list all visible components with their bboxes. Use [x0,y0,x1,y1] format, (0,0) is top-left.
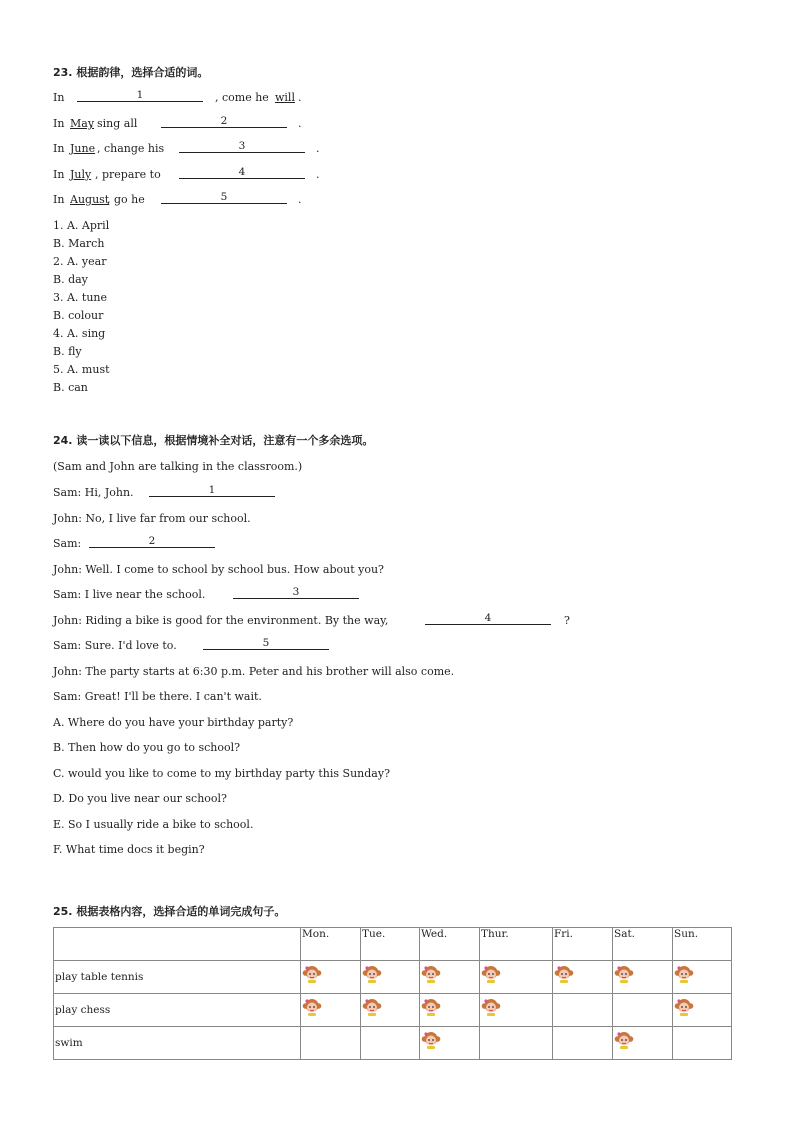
q23-title: 23. 根据韵律，选择合适的词。 [53,66,209,79]
day-header: Mon. [301,928,361,961]
girl-face-icon [302,965,322,988]
day-header: Tue. [361,928,420,961]
table-cell [361,994,420,1027]
day-header: Fri. [553,928,613,961]
table-cell [301,961,361,994]
girl-face-icon [614,965,634,988]
table-cell [673,994,732,1027]
dialogue-line: Sam: Sure. I'd love to. [53,639,177,652]
girl-face-icon [421,1031,441,1054]
dialogue-line: Sam: Hi, John. [53,486,134,499]
table-cell [420,1027,480,1060]
dialogue-line: Sam: [53,537,82,550]
table-cell [553,1027,613,1060]
table-cell [613,994,673,1027]
girl-face-icon [302,998,322,1021]
option[interactable]: C. would you like to come to my birthday party this Sunday? [53,767,390,780]
option[interactable]: B. can [53,381,88,394]
girl-face-icon [614,1031,634,1054]
option[interactable]: 1. A. April [53,219,110,232]
q23-blank-5[interactable]: 5 [161,191,287,204]
table-cell [553,994,613,1027]
table-cell [480,961,553,994]
option[interactable]: 2. A. year [53,255,107,268]
table-cell [480,1027,553,1060]
girl-face-icon [481,998,501,1021]
table-header-row [54,928,732,961]
option[interactable]: B. colour [53,309,104,322]
q24-blank-5[interactable]: 5 [203,637,329,650]
day-header: Wed. [420,928,480,961]
q25-title: 25. 根据表格内容，选择合适的单词完成句子。 [53,905,286,918]
dialogue-line: Sam: Great! I'll be there. I can't wait. [53,690,262,703]
table-cell [420,994,480,1027]
girl-face-icon [421,998,441,1021]
table-cell [673,961,732,994]
q24-blank-2[interactable]: 2 [89,535,215,548]
table-cell [361,961,420,994]
option[interactable]: F. What time docs it begin? [53,843,205,856]
q23-blank-4[interactable]: 4 [179,166,305,179]
day-header: Thur. [480,928,553,961]
table-cell [553,961,613,994]
girl-face-icon [481,965,501,988]
option[interactable]: B. day [53,273,88,286]
table-cell [673,1027,732,1060]
dialogue-line: John: Riding a bike is good for the environment. By the way, [53,614,389,627]
girl-face-icon [674,998,694,1021]
option[interactable]: D. Do you live near our school? [53,792,227,805]
activity-label: play chess [54,994,301,1027]
option[interactable]: E. So I usually ride a bike to school. [53,818,254,831]
dialogue-line: John: The party starts at 6:30 p.m. Peter and his brother will also come. [53,665,455,678]
girl-face-icon [362,965,382,988]
table-cell [301,1027,361,1060]
table-cell [480,994,553,1027]
q24-context: (Sam and John are talking in the classroom.) [53,460,303,473]
q24-blank-3[interactable]: 3 [233,586,359,599]
table-cell [613,1027,673,1060]
option[interactable]: B. fly [53,345,82,358]
q24-blank-4[interactable]: 4 [425,612,551,625]
table-row [54,1027,732,1060]
day-header: Sun. [673,928,732,961]
option[interactable]: 3. A. tune [53,291,108,304]
table-cell [420,961,480,994]
table-cell [301,994,361,1027]
table-row [54,994,732,1027]
option[interactable]: B. March [53,237,105,250]
table-cell [54,928,301,961]
table-row [54,961,732,994]
dialogue-line: Sam: I live near the school. [53,588,206,601]
option[interactable]: A. Where do you have your birthday party? [53,716,294,729]
option[interactable]: 4. A. sing [53,327,106,340]
q24-title: 24. 读一读以下信息，根据情境补全对话，注意有一个多余选项。 [53,434,374,447]
girl-face-icon [362,998,382,1021]
q24-blank-1[interactable]: 1 [149,484,275,497]
table-cell [613,961,673,994]
q23-blank-2[interactable]: 2 [161,115,287,128]
q23-blank-1[interactable]: 1 [77,89,203,102]
dialogue-line: John: No, I live far from our school. [53,512,251,525]
dialogue-line: John: Well. I come to school by school bus. How about you? [53,563,384,576]
option[interactable]: 5. A. must [53,363,110,376]
day-header: Sat. [613,928,673,961]
girl-face-icon [554,965,574,988]
activity-label: play table tennis [54,961,301,994]
option[interactable]: B. Then how do you go to school? [53,741,241,754]
activity-label: swim [54,1027,301,1060]
schedule-table [53,927,732,1060]
q23-blank-3[interactable]: 3 [179,140,305,153]
girl-face-icon [674,965,694,988]
girl-face-icon [421,965,441,988]
table-cell [361,1027,420,1060]
